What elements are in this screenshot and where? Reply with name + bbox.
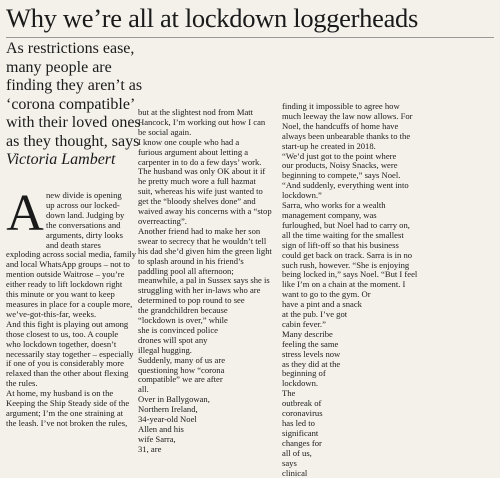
article-line: struggling with her in-laws who are [138,285,261,296]
article-line: argument; I’m the one straining at [6,407,124,418]
article-line: all the time waiting for the smallest [282,229,404,240]
article-line: necessarily stay together – especially [6,348,134,359]
article-line: sign of lift-off so that his business [282,239,399,250]
article-line: Noel, the handcuffs of home have [282,120,399,131]
article-line: much leeway the law now allows. For [282,110,413,121]
article-line: who lockdown together, doesn’t [6,338,117,349]
standfirst-line: finding they aren’t as [6,77,143,94]
article-line: wife Sarra, [138,433,176,444]
article-line: those closest to us, too. A couple [6,328,119,339]
article-line: drones will spot any [138,334,208,345]
article-line: swear to secrecy that he wouldn’t tell [138,235,267,246]
article-line: we’ve-got-this-far, weeks. [6,308,97,319]
article-line: such rush, however. “She is enjoying [282,259,410,270]
article-line: up across our locked- [46,199,120,210]
article-line: changes for [282,437,322,448]
article-line: cabin fever.” [282,318,326,329]
article-line: questioning how “corona [138,364,225,375]
article-line: waived away his concerns with a “stop [138,206,272,217]
article-line: Keeping the Ship Steady side of the [6,398,130,409]
article-column-2 [138,108,278,455]
article-line: she is convinced police [138,324,218,335]
headline-rule [6,37,494,38]
article-line: Suddenly, many of us are [138,354,226,365]
article-line: if one of you is considerably more [6,358,124,369]
article-line: arguments, dirty looks [46,229,123,240]
article-line: to splash around in his friend’s [138,255,244,266]
article-line: At home, my husband is on the [6,388,114,399]
article-line: “And suddenly, everything went into [282,180,409,191]
article-line: the leash. I’ve not broken the rules, [6,417,128,428]
article-line: could get back on track. Sarra is in no [282,249,413,260]
article-line: overreacting”. [138,215,187,226]
article-line: says [282,457,297,468]
article-line: new divide is opening [46,190,122,200]
article-line: start-up he created in 2018. [282,140,376,151]
article-line: I know one couple who had a [138,136,240,147]
article-line: significant [282,427,319,438]
article-line: feeling the same [282,338,339,349]
byline: Victoria Lambert [6,151,116,168]
article-line: all of us, [282,447,312,458]
article-line: The husband was only OK about it if [138,166,266,177]
article-line: being locked in,” says Noel. “But I feel [282,269,418,280]
article-line: our products, Noisy Snacks, were [282,160,398,171]
article-line: Northern Ireland, [138,404,198,415]
article-line: has led to [282,418,315,428]
article-line: outbreak of [282,398,322,409]
article-line: down land. Judging by [46,209,125,220]
article-line: his dad she’d given him the green light [138,245,272,256]
article-line: want to go to the gym. Or [282,289,371,300]
article-line: beginning to compete,” says Noel. [282,170,401,181]
article-line: Allen and his [138,424,184,434]
article-line: finding it impossible to agree how [282,101,400,111]
article-line: illegal hugging. [138,344,192,355]
article-line: stress levels now [282,348,341,359]
article-line: and local WhatsApp groups – not to [6,259,130,270]
article-column-1 [6,190,137,429]
article-line: this minute or you want to keep [6,289,115,300]
article-line: have a pint and a snack [282,299,362,310]
article-line: the grandchildren because [138,305,228,316]
article-line: always been unbearable thanks to the [282,130,411,141]
article-line: lockdown.” [282,190,322,201]
article-line: clinical [282,467,308,478]
article-line: management company, was [282,209,377,220]
article-line: he pretty much wore a full hazmat [138,176,256,187]
article-line: 31, are [138,443,162,454]
article-line: determined to pop round to see [138,295,245,306]
article-line: lockdown. [282,378,319,389]
article-line: “We’d just got to the point where [282,150,397,161]
article-line: Sarra, who works for a wealth [282,200,386,211]
article-line: but at the slightest nod from Matt [138,107,254,117]
article-line: furious argument about letting a [138,146,249,157]
article-line: Many describe [282,328,333,339]
standfirst-line: with their loved ones [6,114,141,131]
article-column-3 [282,102,428,478]
drop-cap: A [6,185,44,242]
headline: Why we’re all at lockdown loggerheads [6,3,419,33]
article-line: at the pub. I’ve got [282,309,348,320]
article-line: The [282,388,296,399]
article-line: meanwhile, a pal in Sussex says she is [138,275,270,286]
article-line: “lockdown is over,” while [138,315,228,326]
article-line: relaxed than the other about flexing [6,368,129,379]
standfirst-line: as they thought, says [6,132,140,150]
article-line: the conversations and [46,219,121,230]
standfirst-line: As restrictions ease, [6,40,135,57]
article-line: beginning of [282,368,326,379]
article-line: like I’m on a chain at the moment. I [282,279,406,290]
article-line: Over in Ballygowan, [138,394,210,405]
article-line: And this fight is playing out among [6,318,129,329]
article-line: all. [138,384,149,395]
article-line: Hancock, I’m working out how I can [138,116,266,127]
article-line: and death stares [46,239,101,250]
article-line: either ready to lift lockdown right [6,279,123,290]
article-line: suit, whereas his wife just wanted to [138,186,263,197]
article-line: measures in place for a couple more, [6,298,133,309]
article-line: paddling pool all afternoon; [138,265,234,276]
article-line: carpenter in to do a few days’ work. [138,156,262,167]
article-line: as they did at the [282,358,341,369]
article-line: Another friend had to make her son [138,225,261,236]
article-line: compatible” we are after [138,374,223,385]
article-line: exploding across social media, family [6,249,137,260]
standfirst-line: many people are [6,58,112,76]
standfirst-line: ‘corona compatible’ [6,95,136,113]
article-line: mention outside Waitrose – you’re [6,269,125,280]
article-line: be social again. [138,126,192,137]
article-line: 34-year-old Noel [138,414,197,425]
article-line: get the “bloody shelves done” and [138,196,256,207]
article-line: the rules. [6,378,38,389]
standfirst [6,40,143,170]
article-line: furloughed, but Noel had to carry on, [282,219,410,230]
article-line: coronavirus [282,408,323,419]
